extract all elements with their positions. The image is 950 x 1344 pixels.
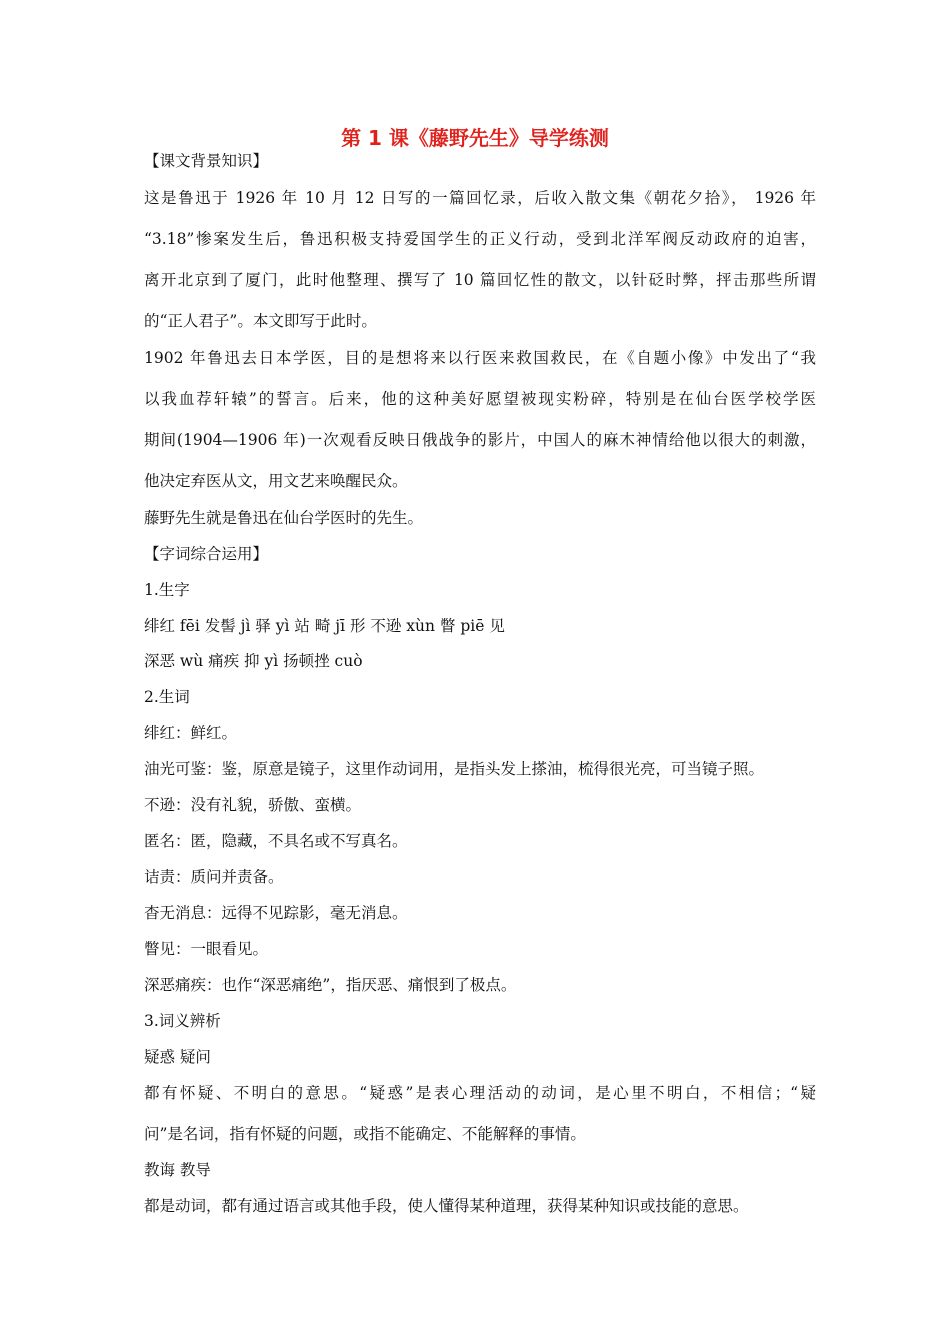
word-pair-title: 教诲 教导 bbox=[144, 1161, 211, 1179]
chars-line: 绯红 fēi 发髻 jì 驿 yì 站 畸 jī 形 不逊 xùn 瞥 piē 见 bbox=[144, 617, 505, 635]
paragraph-line: 藤野先生就是鲁迅在仙台学医时的先生。 bbox=[144, 509, 424, 527]
vocab-item: 深恶痛疾：也作“深恶痛绝”，指厌恶、痛恨到了极点。 bbox=[144, 976, 517, 994]
subheading-analysis: 3.词义辨析 bbox=[144, 1012, 221, 1030]
vocab-item: 绯红：鲜红。 bbox=[144, 724, 238, 742]
subheading-chars: 1.生字 bbox=[144, 581, 190, 599]
subheading-vocab: 2.生词 bbox=[144, 688, 190, 706]
vocab-item: 杳无消息：远得不见踪影，毫无消息。 bbox=[144, 904, 408, 922]
paragraph-line: 都有怀疑、不明白的意思。“疑惑”是表心理活动的动词，是心里不明白，不相信；“疑 bbox=[144, 1084, 816, 1102]
chars-line: 深恶 wù 痛疾 抑 yì 扬顿挫 cuò bbox=[144, 652, 363, 670]
paragraph-line: 以我血荐轩辕”的誓言。后来，他的这种美好愿望被现实粉碎，特别是在仙台医学校学医 bbox=[144, 390, 816, 408]
paragraph-line: 1902 年鲁迅去日本学医，目的是想将来以行医来救国救民，在《自题小像》中发出了“我 bbox=[144, 349, 816, 367]
paragraph-line: 的“正人君子”。本文即写于此时。 bbox=[144, 312, 377, 330]
section-heading-words: 【字词综合运用】 bbox=[144, 545, 269, 563]
paragraph-line: 这是鲁迅于 1926 年 10 月 12 日写的一篇回忆录，后收入散文集《朝花夕拾》， 1926 年 bbox=[144, 189, 816, 207]
section-heading-background: 【课文背景知识】 bbox=[144, 152, 269, 170]
paragraph-line: 期间(1904—1906 年)一次观看反映日俄战争的影片，中国人的麻木神情给他以很大的刺激， bbox=[144, 431, 816, 449]
paragraph-line: “3.18”惨案发生后，鲁迅积极支持爱国学生的正义行动，受到北洋军阀反动政府的迫害， bbox=[144, 230, 816, 248]
paragraph-line: 都是动词，都有通过语言或其他手段，使人懂得某种道理，获得某种知识或技能的意思。 bbox=[144, 1197, 749, 1215]
vocab-item: 瞥见：一眼看见。 bbox=[144, 940, 269, 958]
paragraph-line: 问”是名词，指有怀疑的问题，或指不能确定、不能解释的事情。 bbox=[144, 1125, 586, 1143]
paragraph-line: 离开北京到了厦门，此时他整理、撰写了 10 篇回忆性的散文，以针砭时弊，抨击那些所谓 bbox=[144, 271, 816, 289]
page-title: 第 1 课《藤野先生》导学练测 bbox=[341, 126, 609, 150]
vocab-item: 诘责：质问并责备。 bbox=[144, 868, 284, 886]
vocab-item: 油光可鉴：鉴，原意是镜子，这里作动词用，是指头发上搽油，梳得很光亮，可当镜子照。 bbox=[144, 760, 765, 778]
vocab-item: 不逊：没有礼貌，骄傲、蛮横。 bbox=[144, 796, 362, 814]
vocab-item: 匿名：匿，隐藏，不具名或不写真名。 bbox=[144, 832, 408, 850]
word-pair-title: 疑惑 疑问 bbox=[144, 1048, 211, 1066]
paragraph-line: 他决定弃医从文，用文艺来唤醒民众。 bbox=[144, 472, 408, 490]
